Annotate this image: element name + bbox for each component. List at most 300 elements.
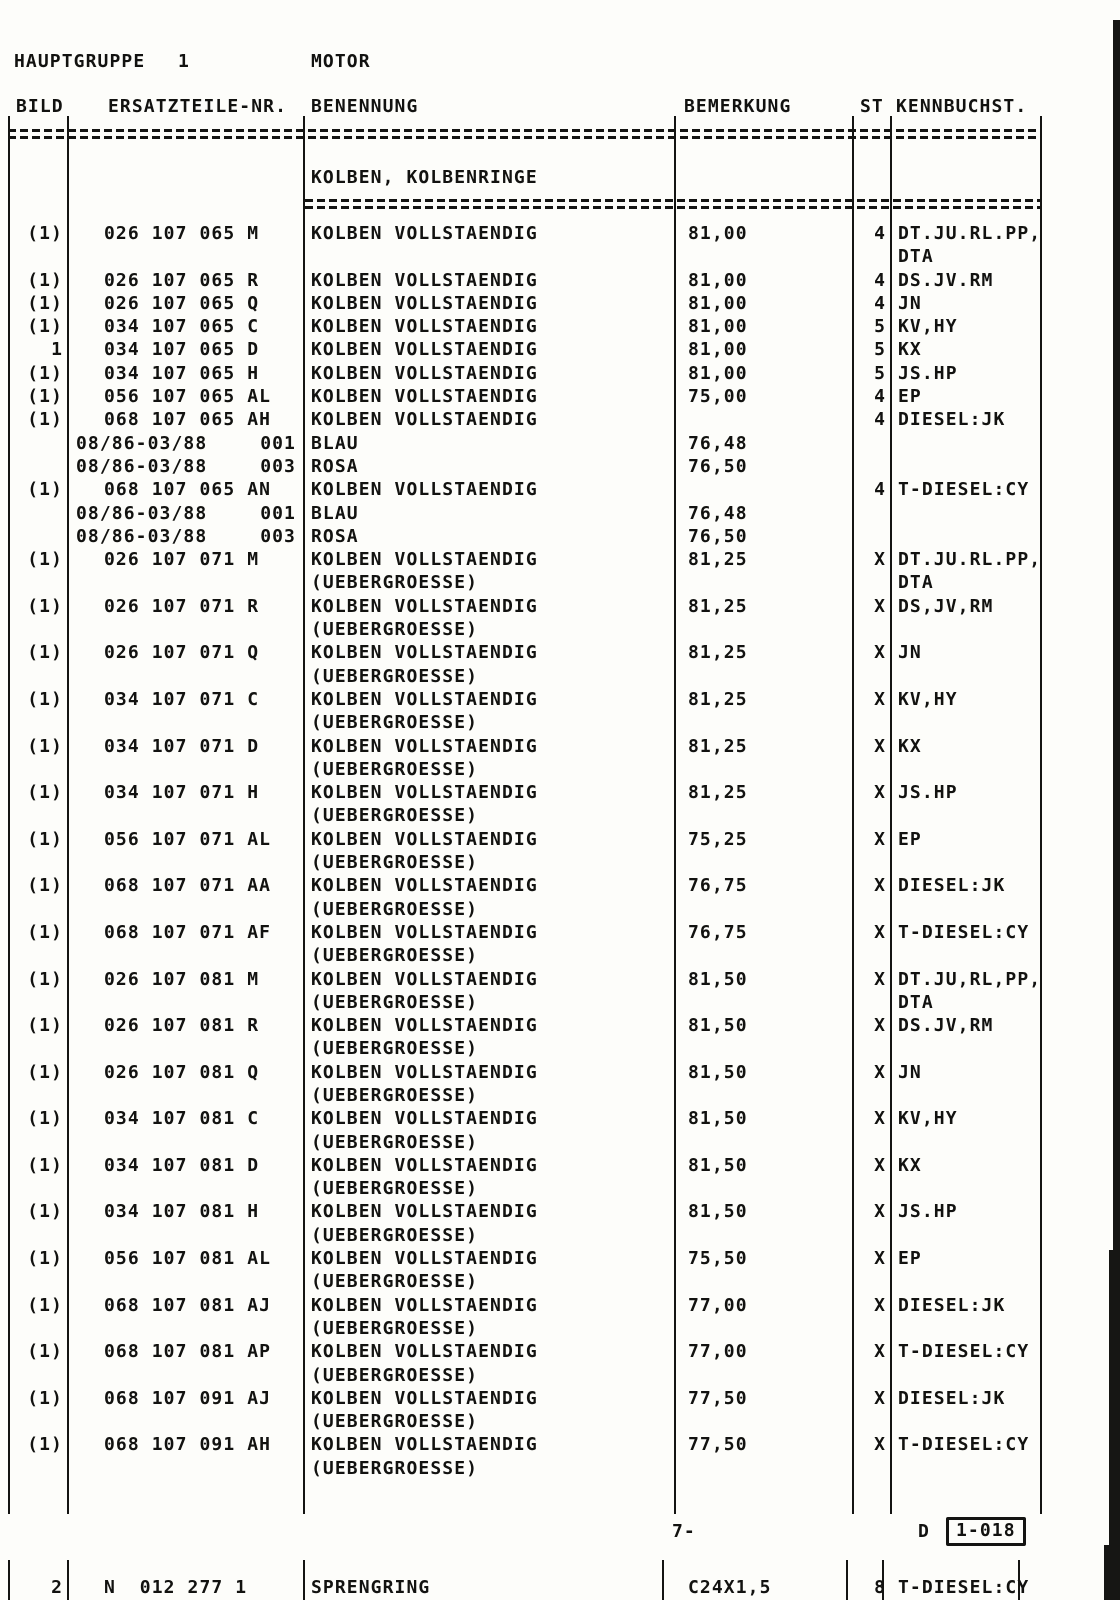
cell-part: 08/86-03/88 001 <box>76 432 296 454</box>
cell-kenn <box>890 944 1040 967</box>
cell-kenn: JS.HP <box>898 1201 958 1223</box>
cell-st: X <box>874 1154 886 1176</box>
table-row-line <box>8 1131 1040 1154</box>
cell-bild <box>8 1084 68 1107</box>
cell-kenn <box>890 1457 1040 1480</box>
table-row-line <box>8 338 1040 361</box>
cell-bild <box>8 571 68 594</box>
cell-part: 056 107 081 AL <box>104 1248 272 1270</box>
cell-part: 034 107 081 H <box>104 1201 260 1223</box>
cell-part <box>68 245 303 268</box>
cell-name: KOLBEN VOLLSTAENDIG <box>311 362 538 384</box>
cell-bem: 81,25 <box>688 735 748 757</box>
cell-st <box>852 711 890 734</box>
cell-name: KOLBEN VOLLSTAENDIG <box>311 1341 538 1363</box>
cell-bild <box>8 525 68 548</box>
cell-name: (UEBERGROESSE) <box>311 665 479 687</box>
cell-bem: 81,00 <box>688 362 748 384</box>
cell-bem: 77,50 <box>688 1387 748 1409</box>
cell-name: KOLBEN VOLLSTAENDIG <box>311 1108 538 1130</box>
cell-st <box>852 455 890 478</box>
cell-part <box>68 1364 303 1387</box>
cell-st: 4 <box>874 386 886 408</box>
cell-bild: (1) <box>27 1434 63 1456</box>
cell-kenn <box>890 1224 1040 1247</box>
cell-bild: (1) <box>27 1015 63 1037</box>
doc-letter: D <box>918 1521 930 1542</box>
cell-kenn: JN <box>898 642 922 664</box>
cell-bild: (1) <box>27 223 63 244</box>
cell-part <box>68 1410 303 1433</box>
cell-bild <box>8 1131 68 1154</box>
cell-part <box>68 571 303 594</box>
cell-bild: (1) <box>27 409 63 431</box>
table-row-line <box>8 455 1040 478</box>
cell-bem <box>674 1224 852 1247</box>
cell-part <box>68 711 303 734</box>
cell-name: (UEBERGROESSE) <box>311 1457 479 1479</box>
cell-kenn: DS.JV.RM <box>898 269 994 291</box>
table-row-line <box>8 828 1040 851</box>
cell-part <box>68 804 303 827</box>
cell-kenn: T-DIESEL:CY <box>898 1577 1030 1598</box>
cell-bild <box>8 432 68 455</box>
cell-name: (UEBERGROESSE) <box>311 1084 479 1106</box>
cell-bem: 81,00 <box>688 339 748 361</box>
cell-name: KOLBEN VOLLSTAENDIG <box>311 549 538 571</box>
table-row-line <box>8 1061 1040 1084</box>
table-row-line <box>8 1317 1040 1340</box>
cell-kenn <box>890 1084 1040 1107</box>
cell-bem: 76,50 <box>688 525 748 547</box>
cell-bild <box>8 758 68 781</box>
cell-bem: 76,48 <box>688 502 748 524</box>
cell-st: X <box>874 828 886 850</box>
cell-bild: 2 <box>51 1577 63 1598</box>
cell-kenn: DTA <box>898 991 934 1013</box>
cell-st: 4 <box>874 409 886 431</box>
cell-bild <box>8 455 68 478</box>
cell-part: 026 107 065 Q <box>104 292 260 314</box>
cell-bild <box>8 502 68 525</box>
cell-name: KOLBEN VOLLSTAENDIG <box>311 409 538 431</box>
cell-name: KOLBEN VOLLSTAENDIG <box>311 828 538 850</box>
table-row-line <box>8 525 1040 548</box>
cell-kenn: JN <box>898 1061 922 1083</box>
cell-name: (UEBERGROESSE) <box>311 991 479 1013</box>
cell-bem <box>674 571 852 594</box>
cell-bem: 76,75 <box>688 921 748 943</box>
cell-bem <box>674 1037 852 1060</box>
cell-bem: 81,00 <box>688 223 748 244</box>
cell-bem: 81,50 <box>688 1201 748 1223</box>
cell-name: (UEBERGROESSE) <box>311 898 479 920</box>
cell-name: KOLBEN VOLLSTAENDIG <box>311 223 538 244</box>
cell-bild: (1) <box>27 1294 63 1316</box>
cell-part: 034 107 065 C <box>104 316 260 338</box>
cell-part: 034 107 081 D <box>104 1154 260 1176</box>
doc-code: 1-018 <box>956 1520 1016 1541</box>
cell-part <box>68 665 303 688</box>
cell-part: 026 107 081 R <box>104 1015 260 1037</box>
cell-bild <box>8 665 68 688</box>
page-number: 7- <box>672 1521 696 1542</box>
table-row-line <box>8 1270 1040 1293</box>
cell-kenn <box>890 432 1040 455</box>
cell-bem: 77,00 <box>688 1294 748 1316</box>
col-header-kennbuchst: KENNBUCHST. <box>896 96 1028 117</box>
cell-part: 068 107 081 AP <box>104 1341 272 1363</box>
table-row-line <box>8 874 1040 897</box>
table-row-line <box>8 315 1040 338</box>
cell-bem <box>674 1410 852 1433</box>
cell-name: (UEBERGROESSE) <box>311 1271 479 1293</box>
cell-part: 026 107 071 M <box>104 549 260 571</box>
cell-bem: 81,25 <box>688 782 748 804</box>
cell-st <box>852 245 890 268</box>
cell-bem: 76,75 <box>688 875 748 897</box>
doc-code-box <box>946 1517 1026 1546</box>
table-row-line <box>8 758 1040 781</box>
cell-bild: (1) <box>27 782 63 804</box>
cell-st: 4 <box>874 223 886 244</box>
cell-bild: (1) <box>27 292 63 314</box>
cell-st <box>852 1457 890 1480</box>
cell-name: KOLBEN VOLLSTAENDIG <box>311 386 538 408</box>
cell-bild <box>8 804 68 827</box>
cell-bem: 77,50 <box>688 1434 748 1456</box>
cell-st: 8 <box>874 1577 886 1598</box>
cell-st: 4 <box>874 292 886 314</box>
table-row-line <box>8 991 1040 1014</box>
cell-bild: (1) <box>27 642 63 664</box>
cell-name: ROSA <box>311 525 359 547</box>
table-row-line <box>8 1364 1040 1387</box>
cell-kenn: KV,HY <box>898 1108 958 1130</box>
cell-bem <box>674 478 852 501</box>
table-row-line <box>8 1433 1040 1456</box>
table-row-line <box>8 1340 1040 1363</box>
cell-name: (UEBERGROESSE) <box>311 1317 479 1339</box>
cell-bem <box>674 944 852 967</box>
cell-name: (UEBERGROESSE) <box>311 758 479 780</box>
table-row-line <box>8 478 1040 501</box>
cell-st: X <box>874 921 886 943</box>
cell-part <box>68 1037 303 1060</box>
cell-part <box>68 1177 303 1200</box>
table-row-line <box>8 1294 1040 1317</box>
table-row-line <box>8 1224 1040 1247</box>
cell-kenn <box>890 1317 1040 1340</box>
cell-bem: 76,50 <box>688 455 748 477</box>
cell-bild: (1) <box>27 968 63 990</box>
cell-part: 034 107 071 C <box>104 688 260 710</box>
cell-kenn: JS.HP <box>898 362 958 384</box>
cell-name: KOLBEN VOLLSTAENDIG <box>311 1434 538 1456</box>
cell-st <box>852 1317 890 1340</box>
cell-bem <box>674 1317 852 1340</box>
cell-name: KOLBEN VOLLSTAENDIG <box>311 1061 538 1083</box>
table-row-line <box>8 1014 1040 1037</box>
cell-name: KOLBEN VOLLSTAENDIG <box>311 968 538 990</box>
cell-name: KOLBEN VOLLSTAENDIG <box>311 316 538 338</box>
cell-bem: 81,50 <box>688 1061 748 1083</box>
cell-st: 4 <box>874 269 886 291</box>
scan-artifact <box>1104 1545 1120 1600</box>
cell-part: 026 107 065 R <box>104 269 260 291</box>
table-row-line <box>8 1576 1040 1599</box>
cell-kenn <box>890 665 1040 688</box>
cell-bild <box>8 1224 68 1247</box>
cell-bem <box>674 711 852 734</box>
cell-st <box>852 1270 890 1293</box>
cell-bem <box>674 618 852 641</box>
table-row-line <box>8 502 1040 525</box>
table-row-line <box>8 362 1040 385</box>
table-row-line <box>8 269 1040 292</box>
cell-bem: 81,50 <box>688 968 748 990</box>
cell-bem: 81,50 <box>688 1108 748 1130</box>
cell-part: 08/86-03/88 003 <box>76 455 296 477</box>
table-row-line <box>8 1410 1040 1433</box>
cell-bild: (1) <box>27 595 63 617</box>
col-header-ersatzteile-nr: ERSATZTEILE-NR. <box>108 96 288 117</box>
cell-st <box>852 502 890 525</box>
cell-kenn: EP <box>898 386 922 408</box>
cell-st: X <box>874 968 886 990</box>
table-row-line <box>8 688 1040 711</box>
cell-name: BLAU <box>311 502 359 524</box>
cell-kenn: EP <box>898 828 922 850</box>
cell-bild: (1) <box>27 1154 63 1176</box>
table-row-line <box>8 595 1040 618</box>
table-row-line <box>8 1107 1040 1130</box>
cell-name: KOLBEN VOLLSTAENDIG <box>311 782 538 804</box>
section-title: KOLBEN, KOLBENRINGE <box>311 167 538 188</box>
cell-part: 068 107 065 AH <box>104 409 272 431</box>
table-row-line <box>8 548 1040 571</box>
cell-st: X <box>874 549 886 571</box>
cell-name: KOLBEN VOLLSTAENDIG <box>311 875 538 897</box>
cell-bild <box>8 1270 68 1293</box>
cell-kenn: T-DIESEL:CY <box>898 1434 1030 1456</box>
cell-name: KOLBEN VOLLSTAENDIG <box>311 269 538 291</box>
cell-name: KOLBEN VOLLSTAENDIG <box>311 1387 538 1409</box>
cell-st <box>852 944 890 967</box>
table-row-line <box>8 222 1040 245</box>
cell-kenn: T-DIESEL:CY <box>898 921 1030 943</box>
cell-bild <box>8 1177 68 1200</box>
cell-part: 08/86-03/88 001 <box>76 502 296 524</box>
cell-bem <box>674 245 852 268</box>
cell-part: 068 107 091 AH <box>104 1434 272 1456</box>
cell-kenn: KX <box>898 735 922 757</box>
cell-kenn: DIESEL:JK <box>898 1387 1006 1409</box>
cell-st: X <box>874 642 886 664</box>
cell-kenn <box>890 711 1040 734</box>
cell-bem <box>674 1457 852 1480</box>
cell-part <box>68 1224 303 1247</box>
cell-bild <box>8 991 68 1014</box>
cell-kenn <box>890 1410 1040 1433</box>
cell-bem <box>674 898 852 921</box>
hauptgruppe-name: MOTOR <box>311 51 371 72</box>
column-rule <box>1040 116 1042 1514</box>
table-body <box>8 222 1040 1480</box>
cell-part <box>68 851 303 874</box>
section-separator <box>305 199 1040 202</box>
cell-kenn <box>890 1364 1040 1387</box>
cell-name: KOLBEN VOLLSTAENDIG <box>311 479 538 501</box>
table-row-line <box>8 1037 1040 1060</box>
cell-bem: 81,00 <box>688 269 748 291</box>
cell-name: (UEBERGROESSE) <box>311 805 479 827</box>
table-row-line <box>8 1200 1040 1223</box>
table-row-line <box>8 665 1040 688</box>
cell-bild: 1 <box>51 339 63 361</box>
cell-bild <box>8 1410 68 1433</box>
cell-bild <box>8 711 68 734</box>
cell-st <box>852 758 890 781</box>
cell-bem <box>674 1131 852 1154</box>
cell-bild: (1) <box>27 316 63 338</box>
cell-st <box>852 525 890 548</box>
cell-part: 068 107 071 AF <box>104 921 272 943</box>
cell-kenn: DT.JU.RL.PP, <box>898 549 1042 571</box>
cell-part: 026 107 065 M <box>104 223 260 244</box>
cell-name <box>303 245 674 268</box>
table-row-line <box>8 385 1040 408</box>
table-row-line <box>8 1154 1040 1177</box>
cell-name: KOLBEN VOLLSTAENDIG <box>311 1154 538 1176</box>
cell-part: N 012 277 1 <box>104 1577 248 1598</box>
cell-bem <box>674 1084 852 1107</box>
cell-name: KOLBEN VOLLSTAENDIG <box>311 595 538 617</box>
table-row-line <box>8 711 1040 734</box>
cell-st <box>852 991 890 1014</box>
hauptgruppe-value: 1 <box>178 51 190 72</box>
cell-bem <box>674 408 852 431</box>
cell-part: 026 107 081 M <box>104 968 260 990</box>
cell-part: 026 107 071 Q <box>104 642 260 664</box>
cell-st <box>852 665 890 688</box>
cell-part <box>68 758 303 781</box>
cell-name: (UEBERGROESSE) <box>311 1224 479 1246</box>
cell-name: (UEBERGROESSE) <box>311 619 479 641</box>
table-row-line <box>8 898 1040 921</box>
cell-st: X <box>874 875 886 897</box>
cell-kenn <box>890 1131 1040 1154</box>
table-row-line <box>8 1387 1040 1410</box>
table-row-line <box>8 735 1040 758</box>
cell-name: KOLBEN VOLLSTAENDIG <box>311 1294 538 1316</box>
cutoff-bottom-row <box>8 1576 1040 1599</box>
cell-st: X <box>874 1341 886 1363</box>
cell-part: 068 107 081 AJ <box>104 1294 272 1316</box>
cell-bem <box>674 1364 852 1387</box>
cell-kenn: DT.JU.RL.PP, <box>898 223 1042 244</box>
cell-bem: 76,48 <box>688 432 748 454</box>
cell-bem: 81,25 <box>688 688 748 710</box>
cell-bild: (1) <box>27 1387 63 1409</box>
cell-part: 034 107 071 H <box>104 782 260 804</box>
table-row-line <box>8 968 1040 991</box>
cell-bem <box>674 851 852 874</box>
cell-st: 4 <box>874 479 886 501</box>
cell-name: KOLBEN VOLLSTAENDIG <box>311 1248 538 1270</box>
cell-name: (UEBERGROESSE) <box>311 852 479 874</box>
cell-name: (UEBERGROESSE) <box>311 1178 479 1200</box>
cell-bild <box>8 898 68 921</box>
cell-st: X <box>874 1015 886 1037</box>
cell-kenn <box>890 1177 1040 1200</box>
cell-bem <box>674 1270 852 1293</box>
cell-part: 056 107 065 AL <box>104 386 272 408</box>
table-row-line <box>8 432 1040 455</box>
cell-st: X <box>874 1108 886 1130</box>
cell-part: 034 107 071 D <box>104 735 260 757</box>
cell-st: X <box>874 1434 886 1456</box>
cell-st: X <box>874 1201 886 1223</box>
cell-part <box>68 618 303 641</box>
cell-part <box>68 1317 303 1340</box>
cell-st <box>852 1364 890 1387</box>
table-row-line <box>8 851 1040 874</box>
cell-bild: (1) <box>27 1061 63 1083</box>
cell-name: SPRENGRING <box>311 1577 431 1598</box>
cell-bild: (1) <box>27 1108 63 1130</box>
cell-kenn: DT.JU,RL,PP, <box>898 968 1042 990</box>
cell-st <box>852 851 890 874</box>
cell-st <box>852 571 890 594</box>
cell-part: 034 107 065 D <box>104 339 260 361</box>
cell-st: X <box>874 1294 886 1316</box>
cell-name: ROSA <box>311 455 359 477</box>
cell-kenn <box>890 525 1040 548</box>
cell-name: (UEBERGROESSE) <box>311 572 479 594</box>
cell-kenn <box>890 502 1040 525</box>
cell-bild <box>8 1037 68 1060</box>
cell-bild: (1) <box>27 1341 63 1363</box>
cell-st <box>852 1084 890 1107</box>
table-row-line <box>8 245 1040 268</box>
cell-name: (UEBERGROESSE) <box>311 945 479 967</box>
cell-kenn: DS,JV,RM <box>898 595 994 617</box>
col-header-st: ST <box>860 96 884 117</box>
cell-bem: 81,00 <box>688 292 748 314</box>
cell-kenn: DTA <box>898 246 934 268</box>
section-separator <box>305 206 1040 209</box>
col-header-bemerkung: BEMERKUNG <box>684 96 792 117</box>
table-row-line <box>8 1247 1040 1270</box>
cell-kenn: DIESEL:JK <box>898 875 1006 897</box>
cell-part <box>68 898 303 921</box>
table-row-line <box>8 571 1040 594</box>
cell-kenn: KV,HY <box>898 316 958 338</box>
cell-part: 056 107 071 AL <box>104 828 272 850</box>
cell-kenn: KX <box>898 339 922 361</box>
cell-part <box>68 991 303 1014</box>
cell-bem: 81,25 <box>688 595 748 617</box>
cell-name: KOLBEN VOLLSTAENDIG <box>311 292 538 314</box>
cell-bild: (1) <box>27 549 63 571</box>
cell-kenn: DTA <box>898 572 934 594</box>
cell-bild: (1) <box>27 362 63 384</box>
cell-kenn <box>890 898 1040 921</box>
cell-st: 5 <box>874 339 886 361</box>
table-row-line <box>8 408 1040 431</box>
table-row-line <box>8 1177 1040 1200</box>
